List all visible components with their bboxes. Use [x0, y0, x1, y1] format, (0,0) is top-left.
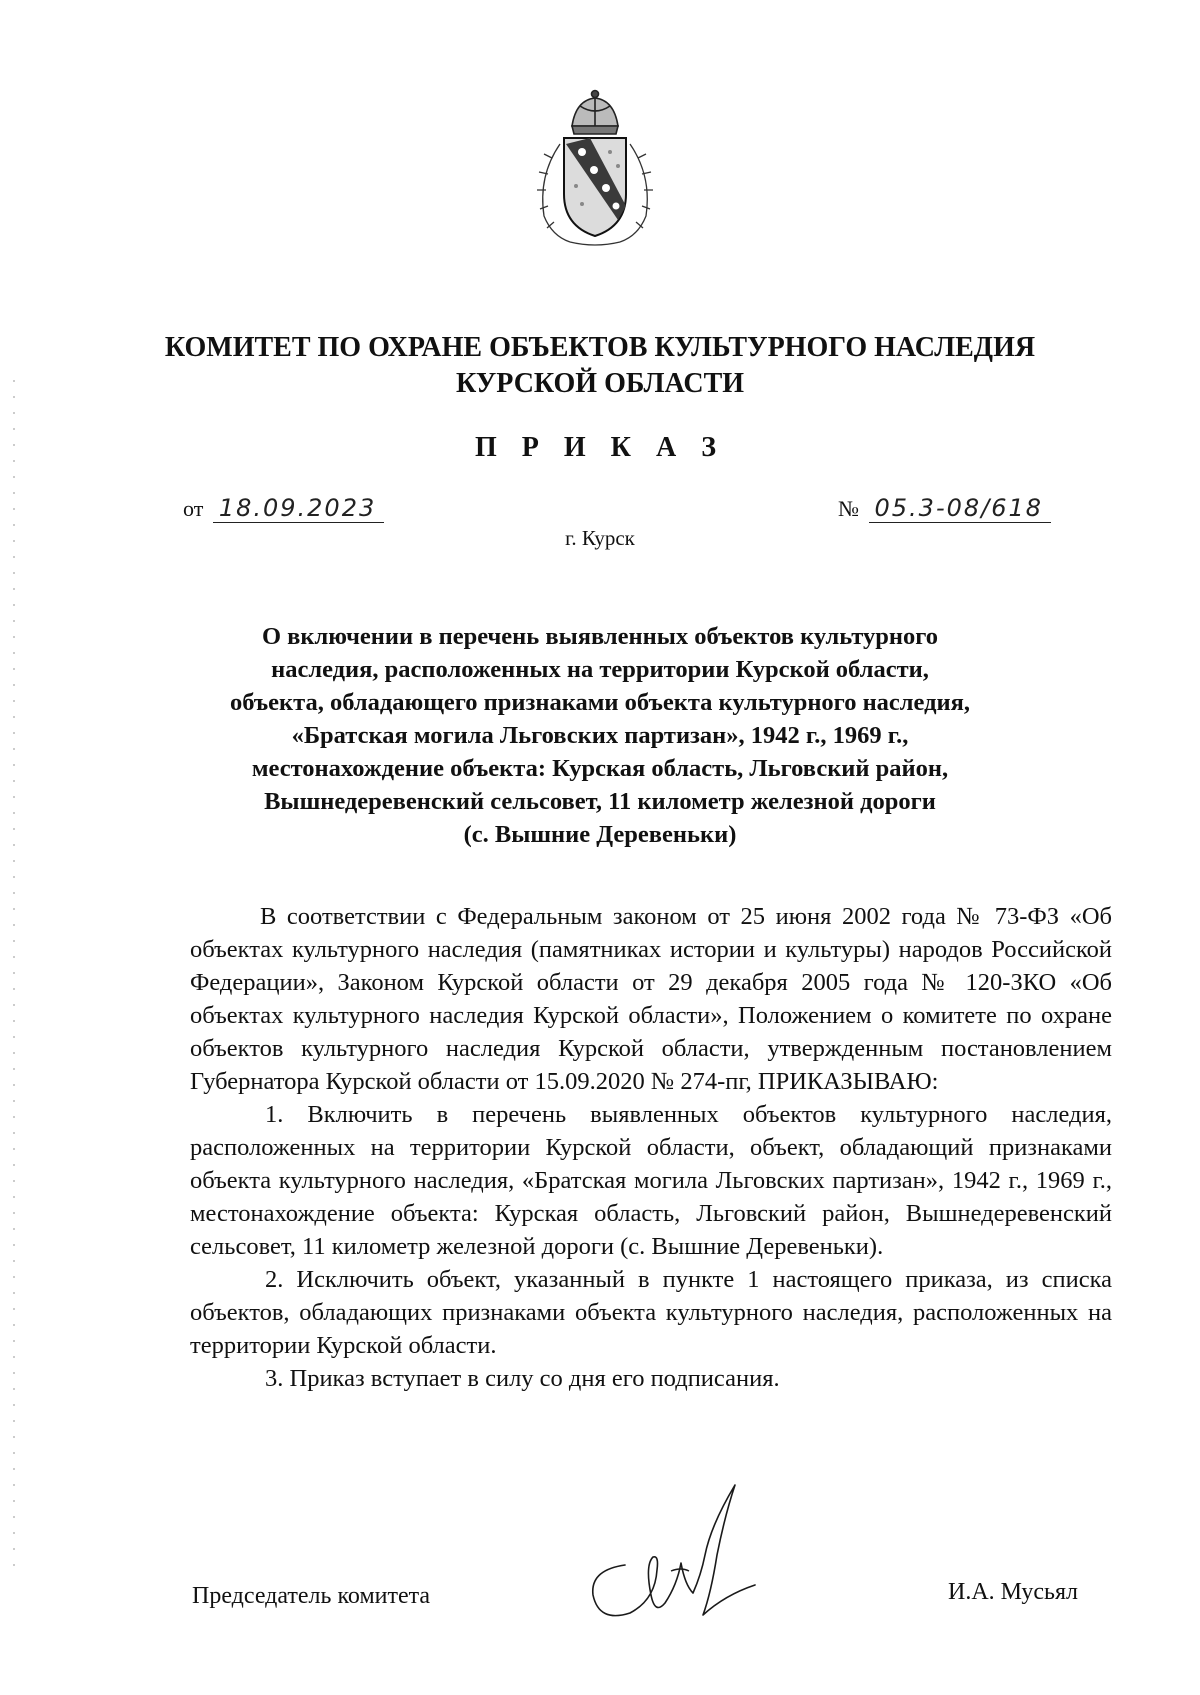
order-number: [838, 494, 1051, 523]
subject-line: местонахождение объекта: Курская область, Льговский район,: [251, 755, 949, 782]
order-body: [190, 900, 1112, 1395]
scan-margin-marks: [12, 380, 16, 1580]
org-line-1: КОМИТЕТ ПО ОХРАНЕ ОБЪЕКТОВ КУЛЬТУРНОГО НАСЛЕДИЯ: [164, 332, 1036, 363]
subject-line: (с. Вышние Деревеньки): [463, 821, 737, 848]
order-subject: [170, 620, 1030, 851]
number-prefix: №: [838, 496, 859, 521]
subject-line: объекта, обладающего признаками объекта культурного наследия,: [229, 689, 970, 716]
subject-line: «Братская могила Льговских партизан», 1942 г., 1969 г.,: [291, 722, 909, 749]
signer-name: И.А. Мусьял: [948, 1579, 1079, 1605]
date-value: 18.09.2023: [213, 494, 384, 523]
org-line-2: КУРСКОЙ ОБЛАСТИ: [455, 368, 745, 399]
order-date: [183, 494, 384, 523]
coat-of-arms-icon: [530, 86, 660, 248]
order-item-3: 3. Приказ вступает в силу со дня его подписания.: [265, 1365, 780, 1392]
date-prefix: от: [183, 496, 204, 521]
organization-name: [0, 330, 1200, 402]
signer-title: Председатель комитета: [192, 1583, 431, 1609]
preamble-paragraph: В соответствии с Федеральным законом от 25 июня 2002 года № 73-ФЗ «Об объектах культурного наследия (памятниках истории и культуры) народов Российской Федерации», Законом Курской области от 29 декабря 2005 года № 120-ЗКО «Об объектах культурного наследия Курской области», Положением о комитете по охране объектов культурного наследия Курской области, утвержденным постановлением Губернатора Курской области от 15.09.2020 № 274-пг, ПРИКАЗЫВАЮ:: [190, 903, 1112, 1095]
document-type: П Р И К А З: [475, 432, 725, 463]
city: г. Курск: [565, 526, 635, 550]
number-value: 05.3-08/618: [869, 494, 1052, 523]
subject-line: наследия, расположенных на территории Курской области,: [271, 656, 929, 683]
subject-line: Вышнедеревенский сельсовет, 11 километр железной дороги: [264, 788, 936, 815]
subject-line: О включении в перечень выявленных объектов культурного: [262, 623, 938, 650]
handwritten-signature: [585, 1475, 760, 1625]
order-item-1: 1. Включить в перечень выявленных объектов культурного наследия, расположенных на территории Курской области, объект, обладающий признаками объекта культурного наследия, «Братская могила Льговских партизан», 1942 г., 1969 г., местонахождение объекта: Курская область, Льговский район, Вышнедеревенский сельсовет, 11 километр железной дороги (с. Вышние Деревеньки).: [190, 1101, 1112, 1260]
order-item-2: 2. Исключить объект, указанный в пункте 1 настоящего приказа, из списка объектов, обладающих признаками объекта культурного наследия, расположенных на территории Курской области.: [190, 1266, 1112, 1359]
